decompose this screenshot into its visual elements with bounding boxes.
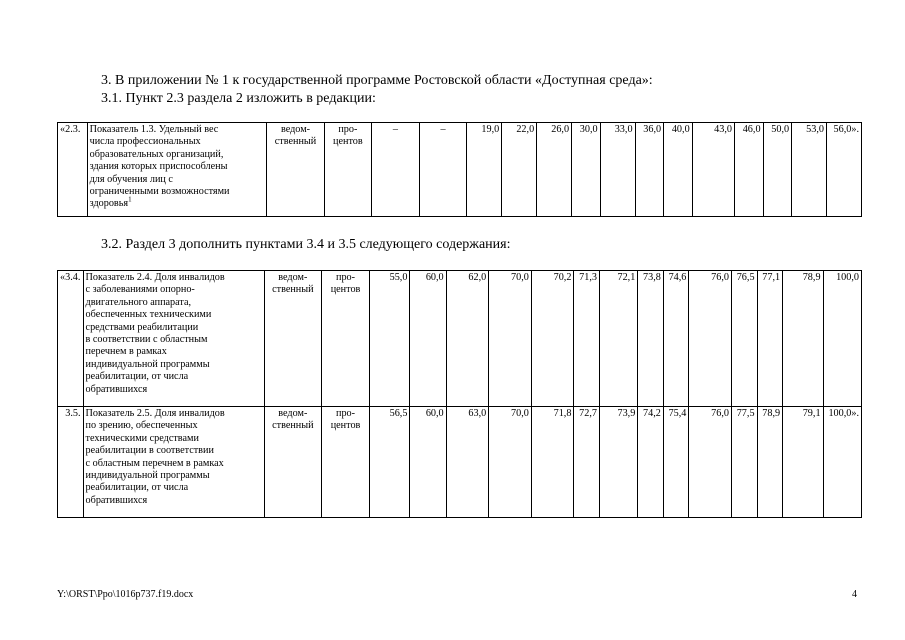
value-cell: 79,1 (783, 407, 823, 518)
value-cell: – (372, 123, 420, 217)
value-cell: 22,0 (502, 123, 537, 217)
value-cell: 53,0 (792, 123, 827, 217)
row-number: «3.4. (58, 271, 84, 407)
page-number: 4 (852, 589, 857, 600)
value-cell: 76,0 (689, 271, 732, 407)
indicator-unit: про- центов (322, 271, 370, 407)
heading-line-2: 3.1. Пункт 2.3 раздела 2 изложить в редакции: (101, 91, 376, 106)
indicator-unit: про- центов (324, 123, 372, 217)
indicator-type: ведом- ственный (264, 407, 322, 518)
table-row (58, 271, 862, 407)
heading-line-1: 3. В приложении № 1 к государственной программе Ростовской области «Доступная среда»: (101, 73, 653, 88)
indicator-table-3-4-3-5 (57, 270, 862, 518)
indicator-name (87, 123, 267, 217)
table-row (58, 123, 862, 217)
value-cell: 30,0 (572, 123, 601, 217)
value-cell: 74,6 (663, 271, 689, 407)
value-cell: 75,4 (663, 407, 689, 518)
indicator-type: ведом- ственный (267, 123, 324, 217)
footnote-marker: 1 (128, 196, 132, 205)
value-cell: 33,0 (600, 123, 635, 217)
value-cell: 40,0 (664, 123, 693, 217)
value-cell: 76,5 (731, 271, 757, 407)
value-cell: 62,0 (446, 271, 489, 407)
value-cell: 72,1 (599, 271, 637, 407)
value-cell: 26,0 (537, 123, 572, 217)
value-cell: 70,0 (489, 271, 532, 407)
value-cell: 60,0 (410, 407, 446, 518)
value-cell: 19,0 (467, 123, 502, 217)
indicator-text: Показатель 1.3. Удельный вес числа профессиональных образовательных организаций, здания которых приспособлены для обучения лиц с ограниченными возможностями здоровья (89, 124, 230, 210)
row-number: «2.3. (58, 123, 88, 217)
value-cell: 77,5 (731, 407, 757, 518)
value-cell: 63,0 (446, 407, 489, 518)
value-cell: 100,0». (823, 407, 861, 518)
value-cell: 60,0 (410, 271, 446, 407)
footer-file-path: Y:\ORST\Ppo\1016p737.f19.docx (57, 589, 194, 600)
value-cell: 74,2 (638, 407, 664, 518)
indicator-type: ведом- ственный (264, 271, 322, 407)
value-cell: 55,0 (369, 271, 409, 407)
value-cell: 100,0 (823, 271, 861, 407)
value-cell: – (419, 123, 467, 217)
value-cell: 72,7 (574, 407, 600, 518)
value-cell: 70,0 (489, 407, 532, 518)
value-cell: 71,3 (574, 271, 600, 407)
value-cell: 56,5 (369, 407, 409, 518)
table-row (58, 407, 862, 518)
value-cell: 50,0 (763, 123, 792, 217)
section-heading: 3.2. Раздел 3 дополнить пунктами 3.4 и 3.5 следующего содержания: (101, 237, 511, 252)
value-cell: 76,0 (689, 407, 732, 518)
indicator-name: Показатель 2.4. Доля инвалидов с заболеваниями опорно- двигательного аппарата, обеспеченных техническими средствами реабилитации в соответствии с областным перечнем в рамках индивидуальной программы реабилитации, от числа обратившихся (83, 271, 264, 407)
value-cell: 70,2 (531, 271, 574, 407)
indicator-table-2-3 (57, 122, 862, 217)
indicator-name: Показатель 2.5. Доля инвалидов по зрению, обеспеченных техническими средствами реабилитации в соответствии с областным перечнем в рамках индивидуальной программы реабилитации, от числа обратившихся (83, 407, 264, 518)
value-cell: 78,9 (757, 407, 783, 518)
value-cell: 73,8 (638, 271, 664, 407)
value-cell: 77,1 (757, 271, 783, 407)
value-cell: 56,0». (827, 123, 862, 217)
row-number: 3.5. (58, 407, 84, 518)
value-cell: 43,0 (692, 123, 734, 217)
value-cell: 71,8 (531, 407, 574, 518)
value-cell: 46,0 (734, 123, 763, 217)
value-cell: 73,9 (599, 407, 637, 518)
value-cell: 78,9 (783, 271, 823, 407)
indicator-unit: про- центов (322, 407, 370, 518)
value-cell: 36,0 (635, 123, 664, 217)
